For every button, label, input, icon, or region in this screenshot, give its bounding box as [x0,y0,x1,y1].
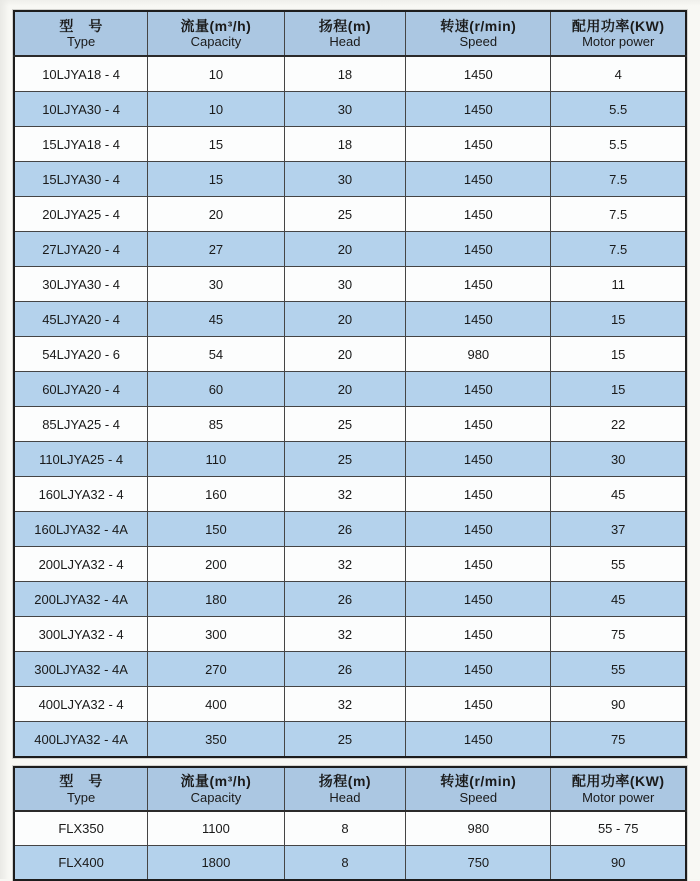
table-row [14,652,686,687]
cell-speed: 1450 [406,617,551,652]
cell-power: 22 [551,407,686,442]
cell-type: 60LJYA20 - 4 [14,372,148,407]
cell-type: 110LJYA25 - 4 [14,442,148,477]
table-row [14,56,686,92]
col-header-capacity-zh: 流量(m³/h) [180,17,252,34]
header-row [14,11,686,56]
cell-head: 26 [284,512,406,547]
table-row [14,722,686,758]
cell-capacity: 400 [148,687,284,722]
main-table-body [14,56,686,757]
col-header-motor-power-zh: 配用功率(KW) [571,17,665,34]
table-row [14,547,686,582]
cell-speed: 1450 [406,197,551,232]
col-header-type [14,11,148,56]
table-row [14,372,686,407]
col-header-speed-en: Speed [459,34,498,50]
table-row [14,337,686,372]
cell-power: 75 [551,617,686,652]
cell-head: 30 [284,162,406,197]
cell-type: 15LJYA18 - 4 [14,127,148,162]
cell-head: 32 [284,617,406,652]
col-header-type-zh: 型 号 [59,17,103,34]
table-row [14,617,686,652]
cell-power: 5.5 [551,127,686,162]
cell-type: 20LJYA25 - 4 [14,197,148,232]
cell-power: 7.5 [551,197,686,232]
cell-power: 45 [551,582,686,617]
cell-head: 26 [284,582,406,617]
col-header-motor-power [551,11,686,56]
table-row [14,302,686,337]
cell-capacity: 10 [148,56,284,92]
col-header-head-zh: 扬程(m) [318,17,372,34]
col-header-type-en: Type [67,789,96,805]
secondary-table-body [14,811,686,880]
col-header-capacity-zh: 流量(m³/h) [180,773,252,790]
cell-head: 25 [284,722,406,758]
cell-capacity: 10 [148,92,284,127]
cell-speed: 1450 [406,267,551,302]
cell-capacity: 20 [148,197,284,232]
cell-type: 15LJYA30 - 4 [14,162,148,197]
main-table-header [14,11,686,56]
cell-capacity: 85 [148,407,284,442]
cell-type: FLX400 [14,846,148,881]
cell-speed: 1450 [406,56,551,92]
table-row [14,232,686,267]
table-row [14,267,686,302]
table-row [14,197,686,232]
cell-type: 45LJYA20 - 4 [14,302,148,337]
cell-speed: 1450 [406,162,551,197]
cell-capacity: 270 [148,652,284,687]
table-row [14,162,686,197]
col-header-type-zh: 型 号 [59,773,103,790]
cell-power: 4 [551,56,686,92]
cell-type: 160LJYA32 - 4 [14,477,148,512]
table-row [14,407,686,442]
secondary-table-header [14,767,686,811]
cell-type: 30LJYA30 - 4 [14,267,148,302]
cell-head: 32 [284,477,406,512]
cell-type: 85LJYA25 - 4 [14,407,148,442]
cell-capacity: 54 [148,337,284,372]
col-header-capacity [148,11,284,56]
cell-speed: 1450 [406,582,551,617]
col-header-capacity [148,767,284,811]
col-header-head [284,11,406,56]
cell-type: 400LJYA32 - 4A [14,722,148,758]
table-row [14,687,686,722]
cell-speed: 980 [406,337,551,372]
cell-speed: 1450 [406,127,551,162]
cell-capacity: 45 [148,302,284,337]
cell-capacity: 60 [148,372,284,407]
cell-speed: 1450 [406,477,551,512]
cell-head: 32 [284,547,406,582]
cell-type: 400LJYA32 - 4 [14,687,148,722]
cell-power: 15 [551,337,686,372]
cell-speed: 980 [406,811,551,846]
cell-power: 55 - 75 [551,811,686,846]
col-header-head-en: Head [329,34,361,50]
col-header-speed-zh: 转速(r/min) [440,773,517,790]
cell-head: 8 [284,811,406,846]
col-header-head-zh: 扬程(m) [318,773,372,790]
table-row [14,512,686,547]
cell-power: 90 [551,846,686,881]
cell-head: 18 [284,56,406,92]
cell-power: 30 [551,442,686,477]
col-header-motor-power-en: Motor power [582,34,655,50]
table-row [14,92,686,127]
pump-spec-table-secondary [13,766,687,881]
col-header-speed [406,11,551,56]
cell-head: 25 [284,197,406,232]
cell-capacity: 350 [148,722,284,758]
cell-capacity: 27 [148,232,284,267]
col-header-type [14,767,148,811]
col-header-motor-power [551,767,686,811]
cell-head: 26 [284,652,406,687]
cell-speed: 1450 [406,512,551,547]
table-row [14,477,686,512]
cell-head: 25 [284,442,406,477]
cell-speed: 1450 [406,302,551,337]
cell-speed: 1450 [406,232,551,267]
cell-type: 300LJYA32 - 4A [14,652,148,687]
cell-type: 27LJYA20 - 4 [14,232,148,267]
cell-speed: 1450 [406,722,551,758]
cell-capacity: 180 [148,582,284,617]
cell-power: 15 [551,302,686,337]
table-row [14,442,686,477]
cell-power: 7.5 [551,162,686,197]
cell-speed: 1450 [406,372,551,407]
cell-speed: 1450 [406,547,551,582]
cell-speed: 750 [406,846,551,881]
table-row [14,846,686,881]
cell-power: 5.5 [551,92,686,127]
col-header-speed-zh: 转速(r/min) [440,17,517,34]
col-header-motor-power-zh: 配用功率(KW) [571,773,665,790]
cell-head: 32 [284,687,406,722]
cell-head: 18 [284,127,406,162]
cell-power: 11 [551,267,686,302]
cell-capacity: 1800 [148,846,284,881]
cell-type: 200LJYA32 - 4 [14,547,148,582]
cell-speed: 1450 [406,407,551,442]
cell-speed: 1450 [406,687,551,722]
cell-capacity: 110 [148,442,284,477]
col-header-motor-power-en: Motor power [582,789,655,805]
cell-capacity: 15 [148,127,284,162]
cell-speed: 1450 [406,652,551,687]
cell-capacity: 1100 [148,811,284,846]
col-header-type-en: Type [67,34,96,50]
cell-power: 45 [551,477,686,512]
cell-head: 20 [284,232,406,267]
cell-type: 200LJYA32 - 4A [14,582,148,617]
cell-capacity: 15 [148,162,284,197]
cell-head: 30 [284,267,406,302]
cell-head: 20 [284,302,406,337]
cell-capacity: 30 [148,267,284,302]
cell-type: 54LJYA20 - 6 [14,337,148,372]
cell-type: 10LJYA30 - 4 [14,92,148,127]
cell-power: 7.5 [551,232,686,267]
header-row [14,767,686,811]
cell-type: 300LJYA32 - 4 [14,617,148,652]
col-header-head-en: Head [329,789,361,805]
cell-speed: 1450 [406,442,551,477]
col-header-speed-en: Speed [459,789,498,805]
cell-capacity: 150 [148,512,284,547]
cell-head: 8 [284,846,406,881]
cell-power: 90 [551,687,686,722]
table-row [14,811,686,846]
col-header-head [284,767,406,811]
cell-capacity: 160 [148,477,284,512]
cell-type: 10LJYA18 - 4 [14,56,148,92]
table-row [14,127,686,162]
col-header-capacity-en: Capacity [190,789,242,805]
table-row [14,582,686,617]
col-header-capacity-en: Capacity [190,34,242,50]
cell-power: 75 [551,722,686,758]
pump-spec-table-main [13,10,687,758]
cell-power: 15 [551,372,686,407]
col-header-speed [406,767,551,811]
cell-head: 25 [284,407,406,442]
cell-type: FLX350 [14,811,148,846]
cell-power: 55 [551,652,686,687]
cell-power: 37 [551,512,686,547]
cell-head: 30 [284,92,406,127]
cell-capacity: 200 [148,547,284,582]
cell-type: 160LJYA32 - 4A [14,512,148,547]
cell-power: 55 [551,547,686,582]
cell-head: 20 [284,337,406,372]
cell-head: 20 [284,372,406,407]
cell-capacity: 300 [148,617,284,652]
cell-speed: 1450 [406,92,551,127]
